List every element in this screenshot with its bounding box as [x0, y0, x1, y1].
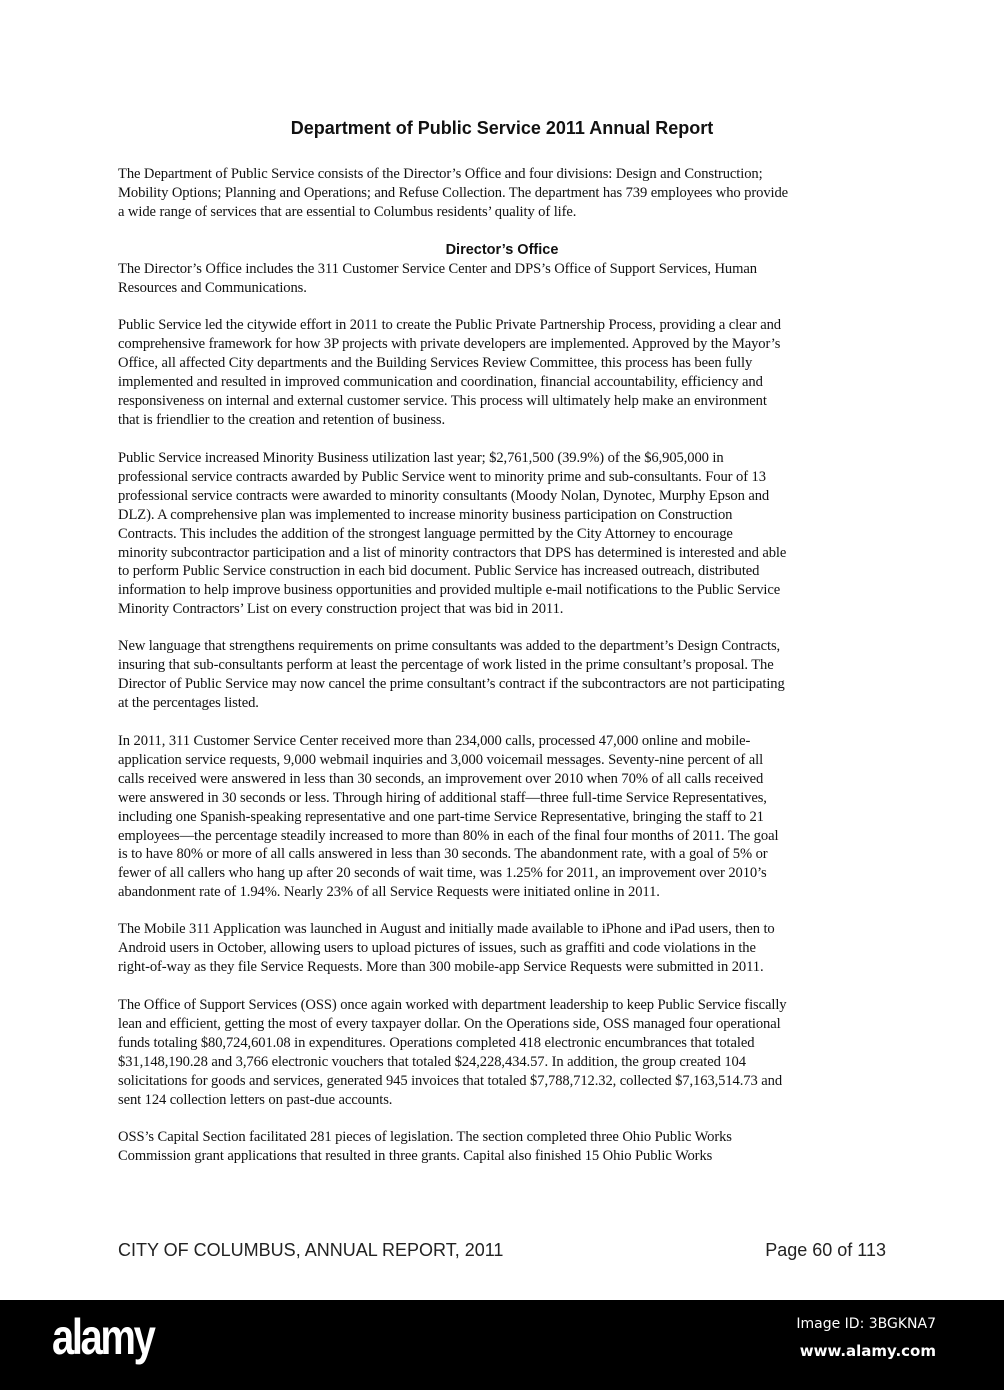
text-line: The Mobile 311 Application was launched in August and initially made available to iPhone and iPad users, then to: [118, 921, 775, 937]
text-line: New language that strengthens requirements on prime consultants was added to the department’s Design Contracts,: [118, 638, 781, 654]
text-line: The Department of Public Service consists of the Director’s Office and four divisions: Design and Construction;: [118, 166, 763, 182]
text-line: right-of-way as they file Service Requests. More than 300 mobile-app Service Requests were submitted in 2011.: [118, 958, 764, 975]
text-line: a wide range of services that are essential to Columbus residents’ quality of life.: [118, 203, 577, 220]
text-line: Director of Public Service may now cancel the prime consultant’s contract if the subcontractors are not participating: [118, 675, 785, 692]
watermark-url: www.alamy.com: [799, 1342, 936, 1360]
paragraph: [118, 637, 908, 713]
text-line: Commission grant applications that resulted in three grants. Capital also finished 15 Ohio Public Works: [118, 1147, 713, 1164]
text-line: were answered in 30 seconds or less. Through hiring of additional staff—three full-time Service Representatives,: [118, 789, 767, 806]
paragraph: [118, 1128, 908, 1166]
text-line: is to have 80% or more of all calls answered in less than 30 seconds. The abandonment rate, with a goal of 5% or: [118, 846, 768, 863]
page-number: Page 60 of 113: [765, 1240, 886, 1260]
text-line: insuring that sub-consultants perform at least the percentage of work listed in the prime consultant’s proposal. The: [118, 656, 774, 673]
text-line: abandonment rate of 1.94%. Nearly 23% of all Service Requests were initiated online in 2011.: [118, 884, 660, 901]
paragraph: [118, 732, 908, 902]
paragraph: [118, 316, 908, 429]
watermark-banner: [0, 1300, 1004, 1390]
image-id: Image ID: 3BGKNA7: [796, 1316, 936, 1332]
text-line: calls received were answered in less than 30 seconds, an improvement over 2010 when 70% of all calls received: [118, 770, 764, 787]
text-line: comprehensive framework for how 3P projects with private developers are implemented. Approved by the Mayor’s: [118, 335, 781, 352]
text-line: including one Spanish-speaking representative and one part-time Service Representative, bringing the staff to 21: [118, 808, 764, 825]
text-line: OSS’s Capital Section facilitated 281 pieces of legislation. The section completed three Ohio Public Works: [118, 1129, 732, 1145]
text-line: funds totaling $80,724,601.08 in expenditures. Operations completed 418 electronic encumbrances that totaled: [118, 1034, 755, 1051]
text-line: The Director’s Office includes the 311 Customer Service Center and DPS’s Office of Support Services, Human: [118, 261, 757, 277]
text-line: lean and efficient, getting the most of every taxpayer dollar. On the Operations side, OSS managed four operational: [118, 1015, 781, 1032]
text-line: Minority Contractors’ List on every construction project that was bid in 2011.: [118, 601, 564, 618]
text-line: Resources and Communications.: [118, 279, 307, 296]
text-line: The Office of Support Services (OSS) once again worked with department leadership to keep Public Service fiscally: [118, 997, 787, 1013]
section-heading: Director’s Office: [445, 242, 559, 258]
text-line: professional service contracts were awarded to minority consultants (Moody Nolan, Dynotec, Murphy Epson and: [118, 487, 770, 504]
text-line: to perform Public Service construction in each bid document. Public Service has increased outreach, distributed: [118, 563, 760, 580]
text-line: Public Service increased Minority Business utilization last year; $2,761,500 (39.9%) of the $6,905,000 in: [118, 450, 724, 466]
text-line: application service requests, 9,000 webmail inquiries and 3,000 voicemail messages. Seventy-nine percent of all: [118, 751, 764, 768]
text-line: information to help improve business opportunities and provided multiple e-mail notifications to the Public Service: [118, 582, 781, 599]
text-line: implemented and resulted in improved communication and coordination, financial accountability, efficiency and: [118, 373, 763, 390]
text-line: $31,148,190.28 and 3,766 electronic vouchers that totaled $24,228,434.57. In addition, the group created 104: [118, 1053, 746, 1070]
text-line: DLZ). A comprehensive plan was implemented to increase minority business participation on Construction: [118, 506, 733, 523]
text-line: Contracts. This includes the addition of the strongest language permitted by the City Attorney to encourage: [118, 525, 733, 542]
paragraph: [118, 996, 908, 1109]
text-line: fewer of all callers who hang up after 20 seconds of wait time, was 1.25% for 2011, an improvement over 2010’s: [118, 865, 767, 882]
text-line: solicitations for goods and services, generated 945 invoices that totaled $7,788,712.32, collected $7,163,514.73 and: [118, 1072, 783, 1089]
text-line: responsiveness on internal and external customer service. This process will ultimately help make an environment: [118, 392, 767, 409]
paragraph: [118, 260, 908, 298]
paragraph: [118, 920, 908, 977]
text-line: at the percentages listed.: [118, 694, 259, 711]
paragraph: [118, 165, 908, 222]
paragraph: [118, 449, 908, 619]
text-line: Office, all affected City departments and the Building Services Review Committee, this process has been fully: [118, 354, 753, 371]
text-line: that is friendlier to the creation and retention of business.: [118, 411, 446, 428]
text-line: In 2011, 311 Customer Service Center received more than 234,000 calls, processed 47,000 online and mobile-: [118, 733, 751, 749]
text-line: professional service contracts awarded by Public Service went to minority prime and sub-consultants. Four of 13: [118, 468, 766, 485]
footer-left: CITY OF COLUMBUS, ANNUAL REPORT, 2011: [118, 1240, 504, 1260]
page-title: Department of Public Service 2011 Annual Report: [290, 118, 714, 138]
text-line: Public Service led the citywide effort in 2011 to create the Public Private Partnership Process, providing a clear and: [118, 317, 781, 333]
alamy-logo: alamy: [52, 1309, 154, 1365]
text-line: employees—the percentage steadily increased to more than 80% in each of the final four months of 2011. The goal: [118, 827, 779, 844]
text-line: Mobility Options; Planning and Operations; and Refuse Collection. The department has 739 employees who provide: [118, 184, 789, 201]
text-line: minority subcontractor participation and a list of minority contractors that DPS has determined is interested and able: [118, 544, 787, 561]
text-line: sent 124 collection letters on past-due accounts.: [118, 1091, 393, 1108]
text-line: Android users in October, allowing users to upload pictures of issues, such as graffiti and code violations in the: [118, 939, 756, 956]
